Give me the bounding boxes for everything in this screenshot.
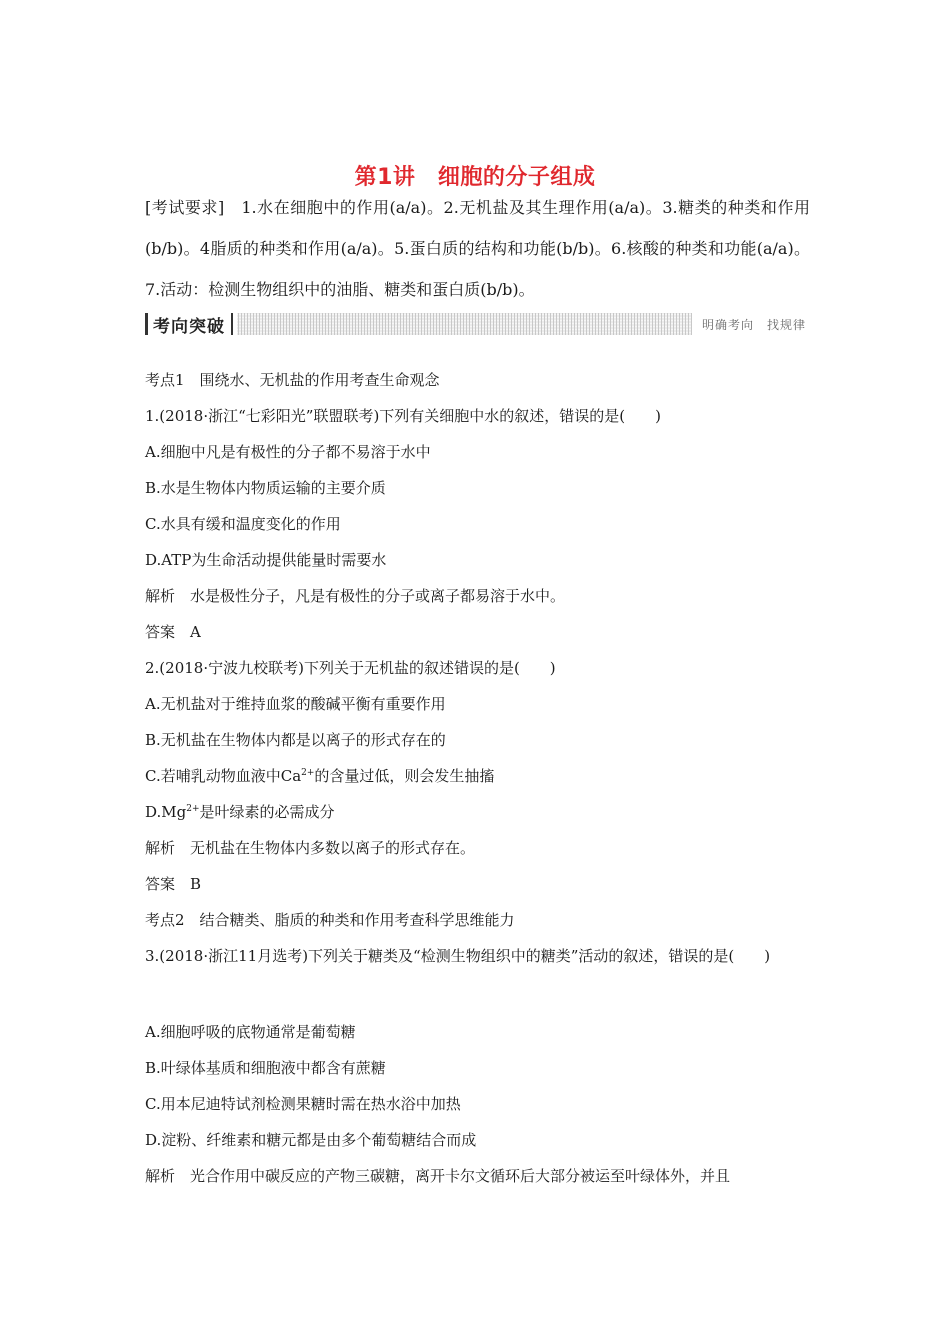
- q1-stem: 1.(2018·浙江“七彩阳光”联盟联考)下列有关细胞中水的叙述，错误的是( ): [145, 407, 662, 425]
- key-point-1: 考点1 围绕水、无机盐的作用考查生命观念: [145, 371, 440, 389]
- section-banner: [145, 313, 810, 335]
- q1-analysis: 解析 水是极性分子，凡是有极性的分子或离子都易溶于水中。: [145, 587, 566, 605]
- q1-option-c: C.水具有缓和温度变化的作用: [145, 515, 341, 533]
- q3-option-b: B.叶绿体基质和细胞液中都含有蔗糖: [145, 1059, 386, 1077]
- q2-option-c-post: 的含量过低，则会发生抽搐: [314, 767, 495, 785]
- q3-stem: 3.(2018·浙江11月选考)下列关于糖类及“检测生物组织中的糖类”活动的叙述，错误的是( ): [145, 947, 771, 965]
- page-title: 第1讲 细胞的分子组成: [354, 165, 596, 190]
- exam-requirements: [考试要求] 1.水在细胞中的作用(a/a)。2.无机盐及其生理作用(a/a)。3.糖类的种类和作用(b/b)。4脂质的种类和作用(a/a)。5.蛋白质的结构和功能(b/b)。6.核酸的种类和功能(a/a)。7.活动：检测生物组织中的油脂、糖类和蛋白质(b/b)。: [145, 198, 810, 299]
- q1-answer: 答案 A: [145, 623, 201, 641]
- q1-option-b: B.水是生物体内物质运输的主要介质: [145, 479, 386, 497]
- banner-separator: [231, 313, 233, 335]
- q2-stem: 2.(2018·宁波九校联考)下列关于无机盐的叙述错误的是( ): [145, 659, 556, 677]
- q2-option-c-pre: C.若哺乳动物血液中Ca: [145, 767, 302, 785]
- q2-option-d-sup: 2+: [186, 804, 200, 814]
- banner-subtitle: 明确考向 找规律: [692, 313, 810, 335]
- q1-option-a: A.细胞中凡是有极性的分子都不易溶于水中: [145, 443, 431, 461]
- key-point-2: 考点2 结合糖类、脂质的种类和作用考查科学思维能力: [145, 911, 515, 929]
- q2-analysis: 解析 无机盐在生物体内多数以离子的形式存在。: [145, 839, 476, 857]
- q3-option-d: D.淀粉、纤维素和糖元都是由多个葡萄糖结合而成: [145, 1131, 477, 1149]
- q3-option-a: A.细胞呼吸的底物通常是葡萄糖: [145, 1023, 356, 1041]
- q3-analysis: 解析 光合作用中碳反应的产物三碳糖，离开卡尔文循环后大部分被运至叶绿体外，并且: [145, 1167, 731, 1185]
- q2-option-d: [145, 802, 810, 822]
- q2-option-d-post: 是叶绿素的必需成分: [199, 803, 335, 821]
- q2-option-c-sup: 2+: [301, 768, 315, 778]
- q2-option-a: A.无机盐对于维持血浆的酸碱平衡有重要作用: [145, 695, 446, 713]
- q2-option-d-pre: D.Mg: [145, 803, 187, 821]
- q1-option-d: D.ATP为生命活动提供能量时需要水: [145, 551, 387, 569]
- q2-option-b: B.无机盐在生物体内都是以离子的形式存在的: [145, 731, 446, 749]
- banner-mark-icon: [145, 313, 148, 335]
- banner-heading: 考向突破: [153, 316, 225, 337]
- q3-option-c: C.用本尼迪特试剂检测果糖时需在热水浴中加热: [145, 1095, 461, 1113]
- banner-heading-block: [145, 313, 237, 335]
- q2-answer: 答案 B: [145, 875, 202, 893]
- q2-option-c: [145, 766, 810, 786]
